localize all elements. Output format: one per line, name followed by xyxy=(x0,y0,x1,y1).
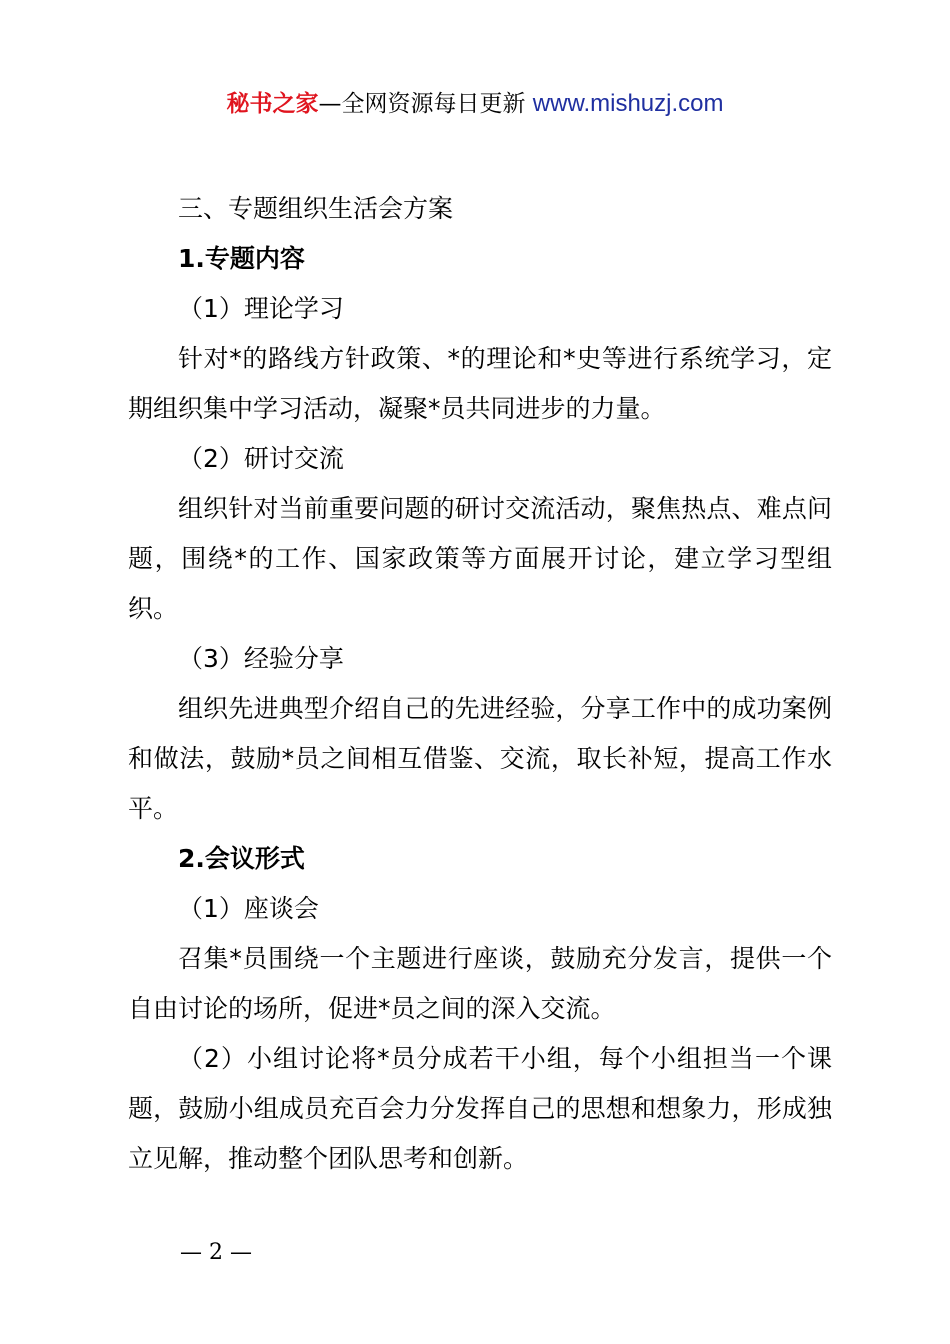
topic-heading: 1.专题内容 xyxy=(178,244,305,273)
page-number: — 2 — xyxy=(180,1240,252,1265)
topic-item-label: （2）研讨交流 xyxy=(178,444,344,473)
topic-item-text: 组织先进典型介绍自己的先进经验，分享工作中的成功案例和做法，鼓励*员之间相互借鉴、交流，取长补短，提高工作水平。 xyxy=(128,694,832,823)
format-item-text: 召集*员围绕一个主题进行座谈，鼓励充分发言，提供一个自由讨论的场所，促进*员之间的深入交流。 xyxy=(128,944,832,1023)
document-body xyxy=(128,184,832,1184)
brand-name: 秘书之家 xyxy=(226,91,319,117)
format-item-label: （1）座谈会 xyxy=(178,894,319,923)
topic-item-label: （1）理论学习 xyxy=(178,294,344,323)
section-title: 三、专题组织生活会方案 xyxy=(178,194,454,223)
header-tagline: —全网资源每日更新 xyxy=(318,91,526,117)
topic-item-label: （3）经验分享 xyxy=(178,644,344,673)
format-item-text: （2）小组讨论将*员分成若干小组，每个小组担当一个课题，鼓励小组成员充百会力分发挥自己的思想和想象力，形成独立见解，推动整个团队思考和创新。 xyxy=(128,1044,832,1173)
topic-item-text: 针对*的路线方针政策、*的理论和*史等进行系统学习，定期组织集中学习活动，凝聚*员共同进步的力量。 xyxy=(128,344,832,423)
site-header xyxy=(0,86,950,122)
format-heading: 2.会议形式 xyxy=(178,844,305,873)
site-url-link[interactable]: www.mishuzj.com xyxy=(532,90,724,117)
topic-item-text: 组织针对当前重要问题的研讨交流活动，聚焦热点、难点问题，围绕*的工作、国家政策等方面展开讨论，建立学习型组织。 xyxy=(128,494,832,623)
